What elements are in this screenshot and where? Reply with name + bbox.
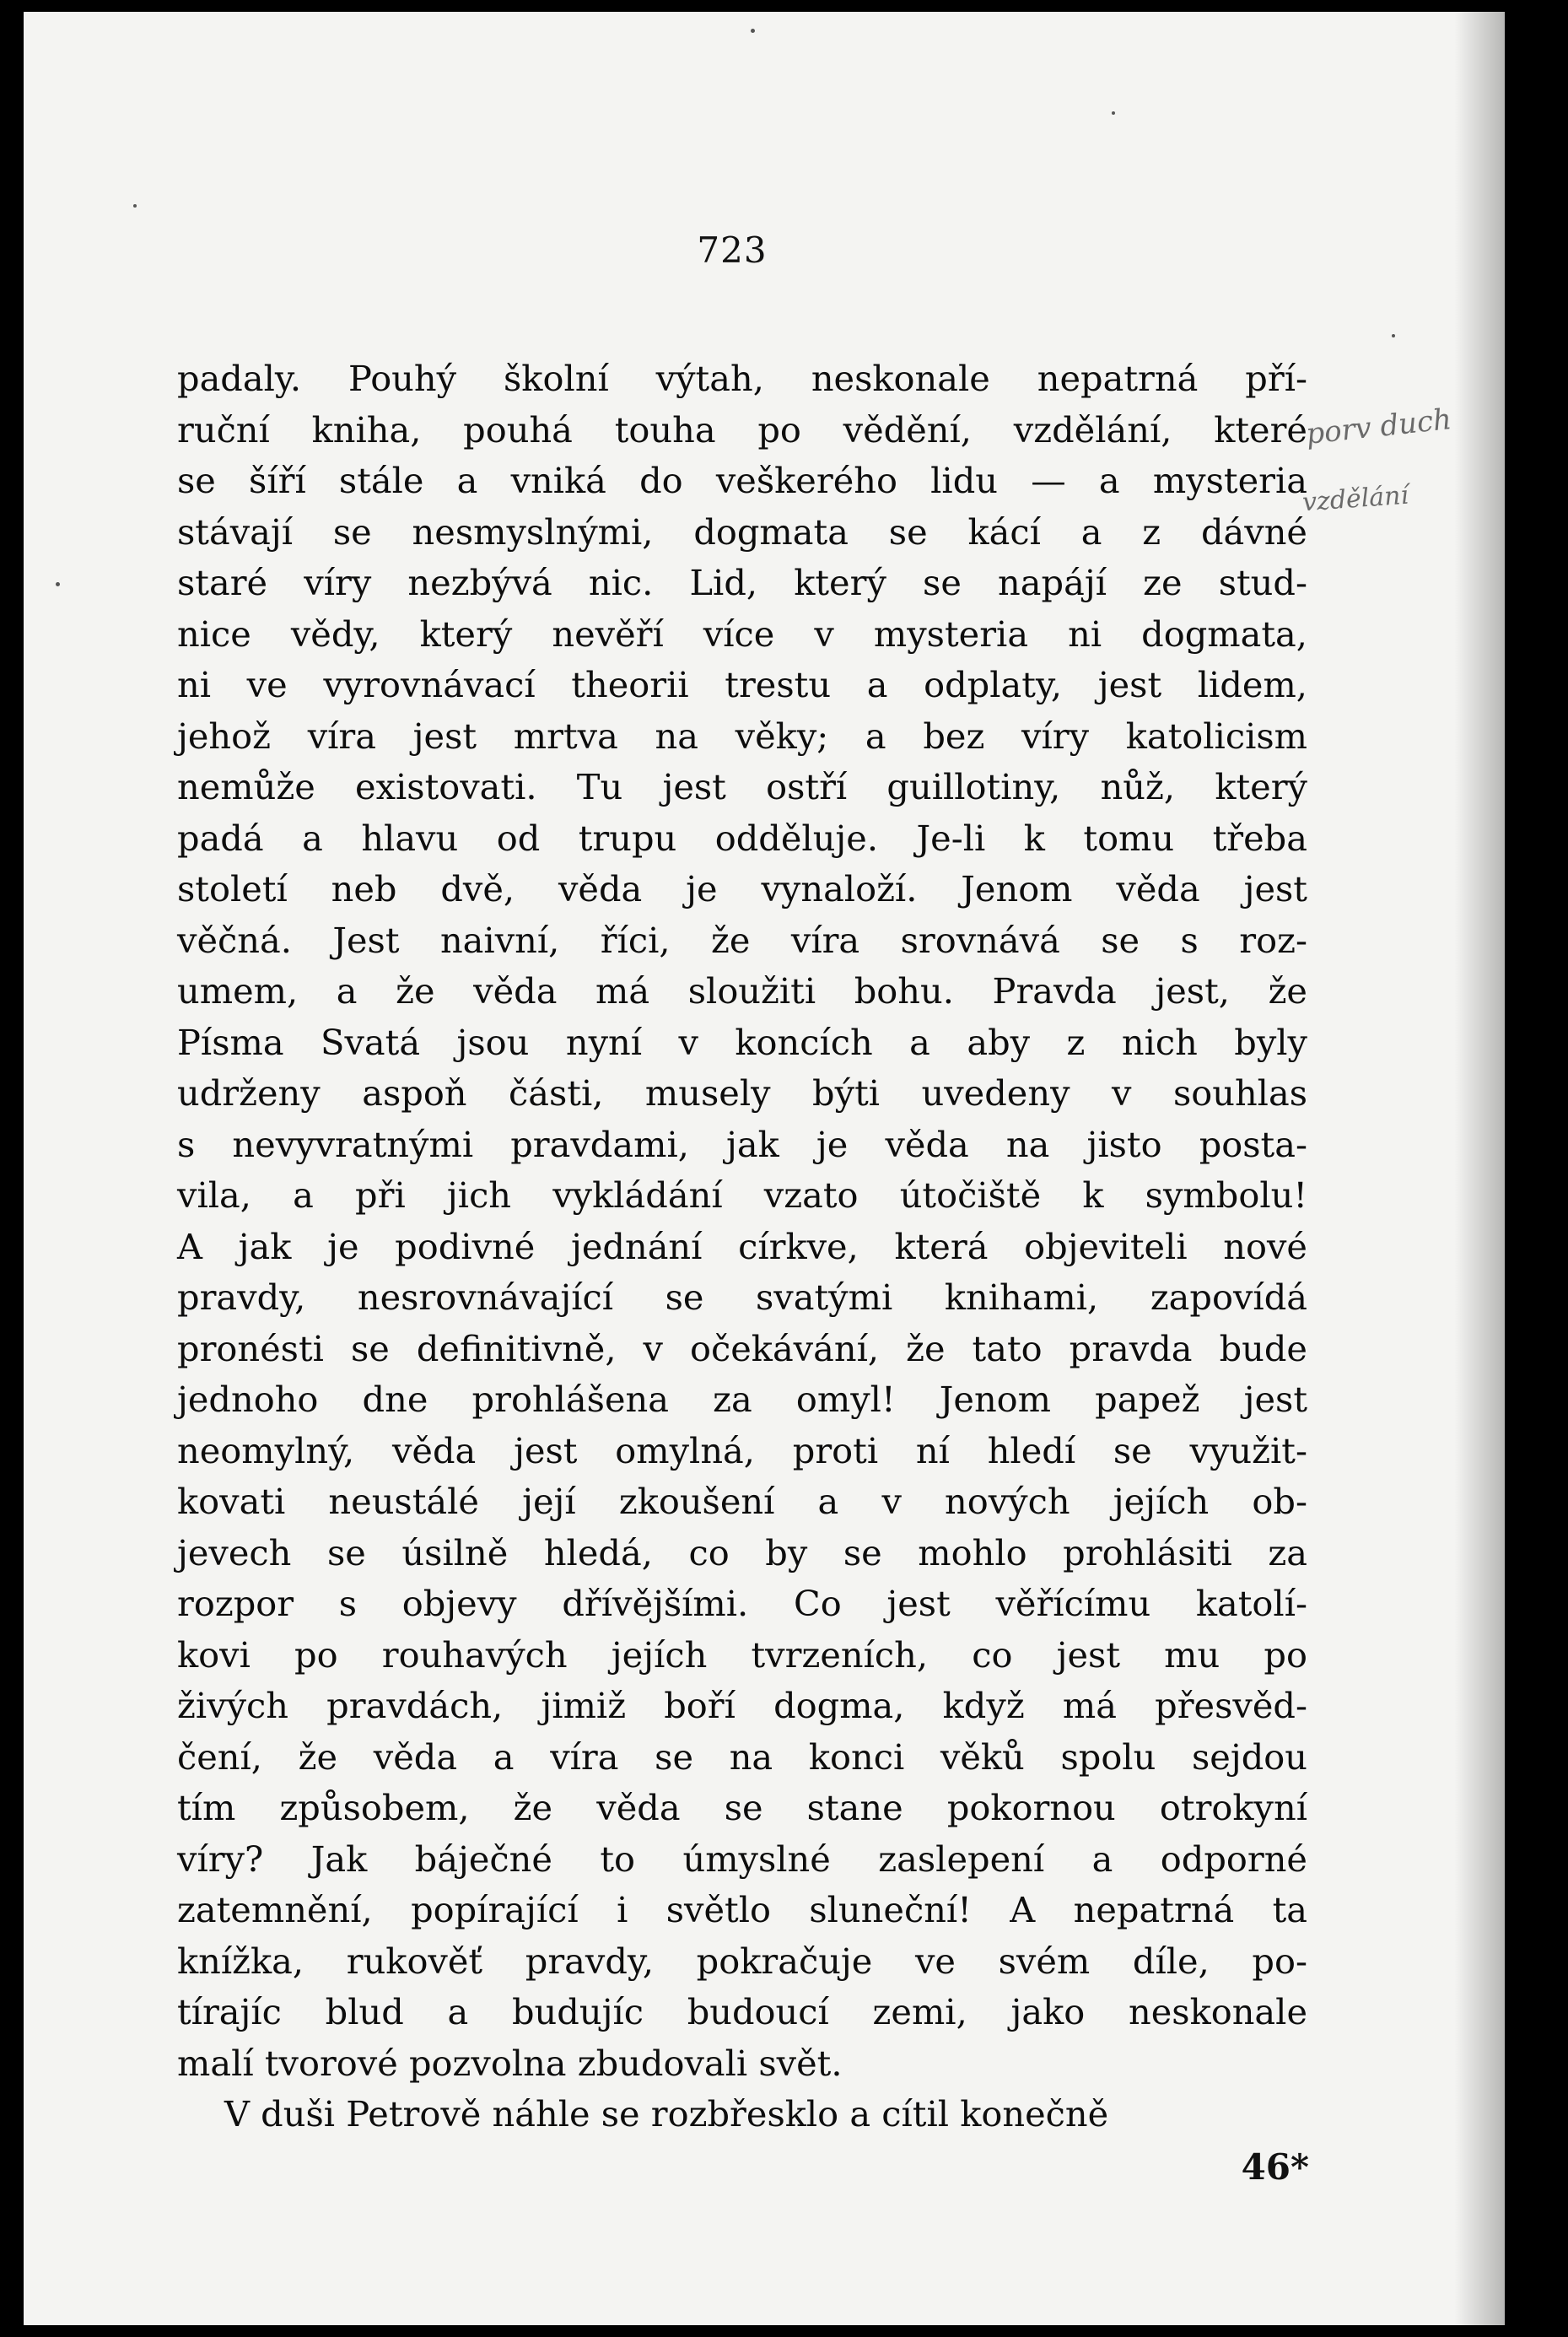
text-line: umem, a že věda má sloužiti bohu. Pravda jest, že (177, 970, 1307, 1012)
paper-speck (133, 204, 137, 208)
book-page (24, 12, 1505, 2325)
text-line: s nevyvratnými pravdami, jak je věda na jisto posta- (177, 1123, 1307, 1165)
text-line: čení, že věda a víra se na konci věků spolu sejdou (177, 1735, 1307, 1778)
text-line: stávají se nesmyslnými, dogmata se kácí a z dávné (177, 510, 1307, 553)
text-line: padaly. Pouhý školní výtah, neskonale nepatrná pří- (177, 358, 1307, 399)
text-line: jevech se úsilně hledá, co by se mohlo prohlásiti za (177, 1531, 1307, 1573)
body-text (177, 354, 1307, 2140)
text-line: živých pravdách, jimiž boří dogma, když má přesvěd- (177, 1685, 1307, 1726)
text-line: vila, a při jich vykládání vzato útočiště k symbolu! (177, 1174, 1307, 1216)
text-line: Písma Svatá jsou nyní v koncích a aby z nich byly (177, 1021, 1307, 1063)
text-line: A jak je podivné jednání církve, která objeviteli nové (177, 1225, 1307, 1267)
signature-mark: 46* (1241, 2146, 1309, 2188)
paper-speck (1112, 111, 1115, 115)
text-line: padá a hlavu od trupu odděluje. Je-li k tomu třeba (177, 817, 1307, 859)
handwritten-margin-note: vzdělání (1301, 480, 1410, 518)
text-line: knížka, rukověť pravdy, pokračuje ve svém díle, po- (177, 1940, 1307, 1982)
text-line: tím způsobem, že věda se stane pokornou otrokyní (177, 1787, 1307, 1828)
text-line: zatemnění, popírající i světlo sluneční! A nepatrná ta (177, 1889, 1307, 1930)
text-line: pronésti se definitivně, v očekávání, že tato pravda bude (177, 1327, 1307, 1369)
text-line: pravdy, nesrovnávající se svatými knihami, zapovídá (177, 1276, 1307, 1318)
page-edge-shadow (1454, 12, 1505, 2325)
text-line: staré víry nezbývá nic. Lid, který se napájí ze stud- (177, 562, 1307, 603)
text-line: neomylný, věda jest omylná, proti ní hledí se využit- (177, 1429, 1307, 1471)
text-line: tírajíc blud a budujíc budoucí zemi, jako neskonale (177, 1991, 1307, 2032)
text-line: nemůže existovati. Tu jest ostří guillotiny, nůž, který (177, 766, 1307, 807)
text-line: udrženy aspoň části, musely býti uvedeny v souhlas (177, 1072, 1307, 1114)
text-line: nice vědy, který nevěří více v mysteria ni dogmata, (177, 613, 1307, 655)
text-line: věčná. Jest naivní, říci, že víra srovnává se s roz- (177, 919, 1307, 961)
text-line: kovi po rouhavých jejích tvrzeních, co jest mu po (177, 1633, 1307, 1676)
text-line: rozpor s objevy dřívějšími. Co jest věřícímu katolí- (177, 1583, 1307, 1624)
handwritten-margin-note: porv duch (1304, 402, 1453, 451)
paper-speck (56, 582, 60, 586)
text-line: se šíří stále a vniká do veškerého lidu — a mysteria (177, 460, 1307, 501)
text-line: ruční kniha, pouhá touha po vědění, vzdělání, které (177, 408, 1307, 451)
paper-speck (1392, 334, 1395, 337)
text-line: jehož víra jest mrtva na věky; a bez víry katolicism (177, 715, 1307, 757)
text-line: V duši Petrově náhle se rozbřesklo a cítil konečně (224, 2093, 1109, 2135)
text-line: víry? Jak báječné to úmyslné zaslepení a odporné (177, 1838, 1307, 1880)
text-line: století neb dvě, věda je vynaloží. Jenom věda jest (177, 868, 1307, 909)
page-number: 723 (697, 229, 768, 271)
text-line: malí tvorové pozvolna zbudovali svět. (177, 2042, 843, 2084)
paper-speck (751, 29, 755, 33)
text-line: ni ve vyrovnávací theorii trestu a odplaty, jest lidem, (177, 664, 1307, 705)
paragraph (177, 354, 1307, 2089)
paragraph (177, 2089, 1307, 2140)
text-line: jednoho dne prohlášena za omyl! Jenom papež jest (177, 1379, 1307, 1420)
text-line: kovati neustálé její zkoušení a v nových jejích ob- (177, 1481, 1307, 1522)
